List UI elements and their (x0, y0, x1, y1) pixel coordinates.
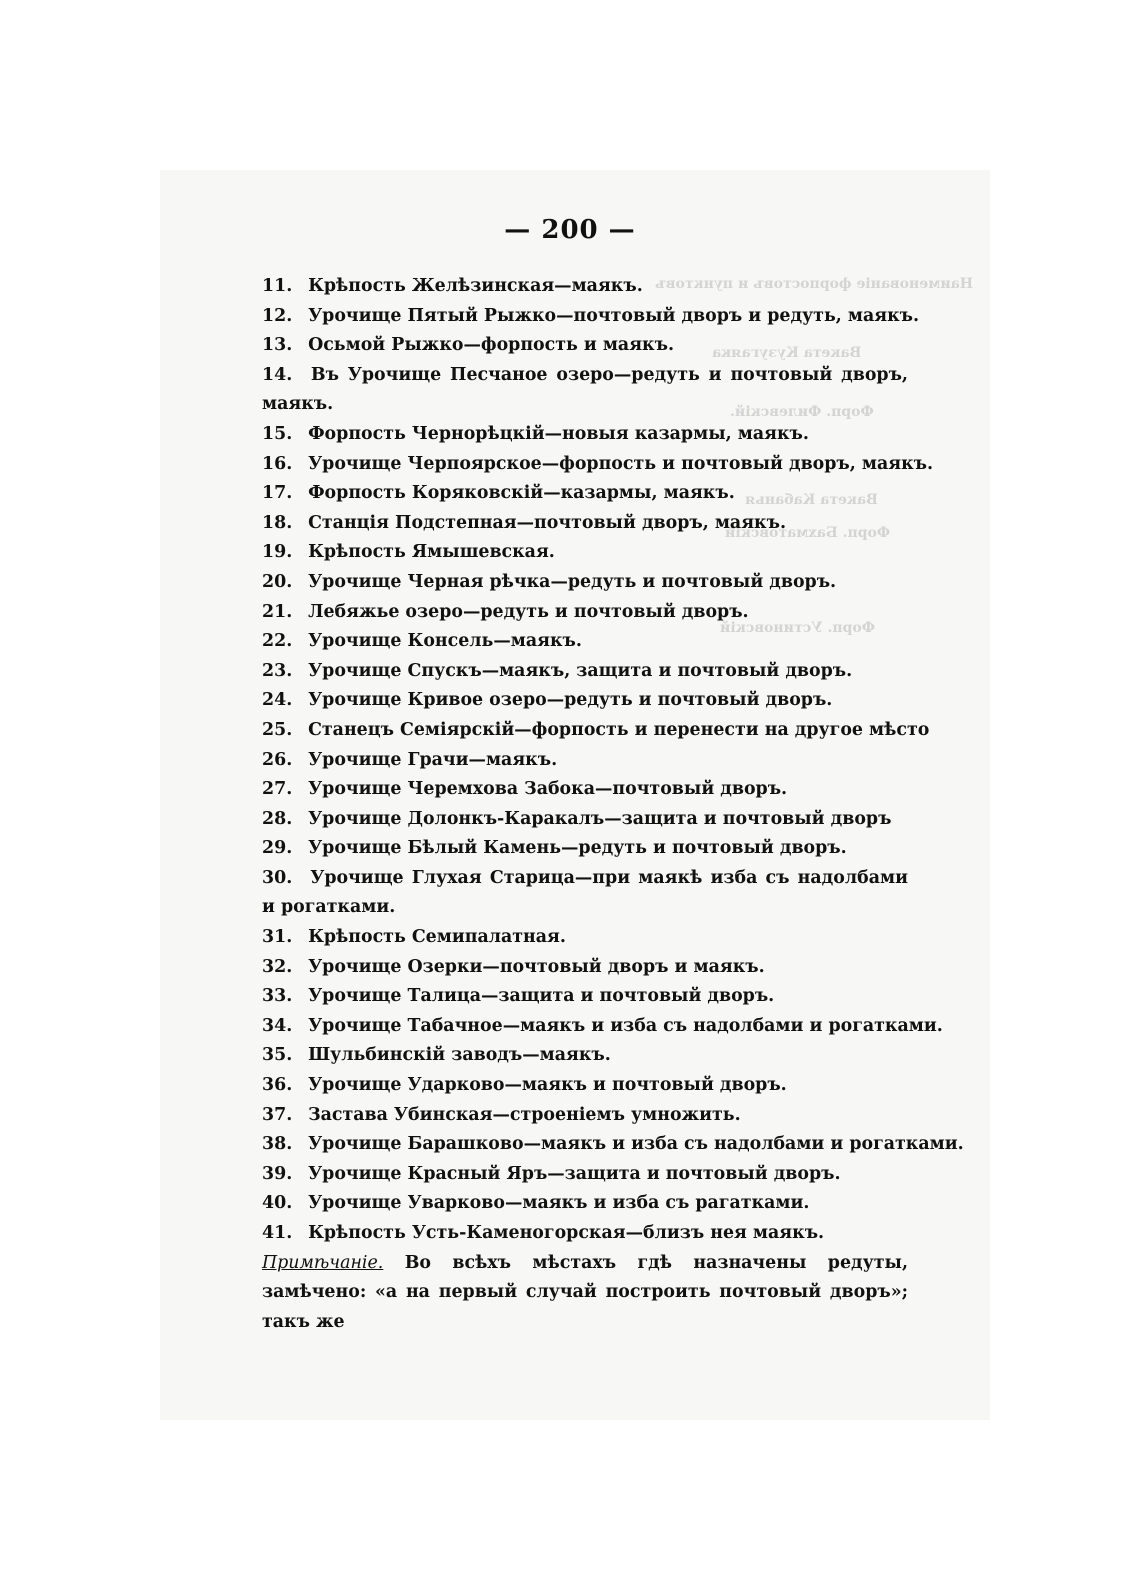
bleed-through-text: Наименованіе форпостовъ и пунктовъ (655, 276, 974, 292)
entry-number: 36. (262, 1075, 293, 1096)
entry-number: 35. (262, 1045, 293, 1066)
list-item (224, 361, 908, 420)
entry-text: Осьмой Рыжко—форпость и маякъ. (308, 335, 675, 356)
list-item (224, 982, 908, 1012)
entry-number: 14. (262, 364, 293, 385)
page-number: — 200 — (504, 215, 636, 245)
entry-number: 30. (262, 867, 293, 888)
entry-number: 34. (262, 1015, 293, 1036)
entry-text: Урочище Озерки—почтовый дворъ и маякъ. (308, 956, 765, 977)
bleed-through-text: Форп. Устиновскій (720, 620, 875, 636)
footnote-label: Примѣчаніе. (262, 1252, 384, 1273)
entry-text: Урочище Глухая Старица—при маякѣ изба съ надолбами и рогатками. (262, 867, 908, 918)
entry-text: Урочище Черпоярское—форпость и почтовый дворъ, маякъ. (308, 453, 934, 474)
entry-text: Урочище Консель—маякъ. (308, 631, 582, 652)
entry-number: 19. (262, 542, 293, 563)
entry-text: Урочище Кривое озеро—редуть и почтовый дворъ. (308, 690, 833, 711)
list-item (224, 716, 930, 746)
entry-text: Застава Убинская—строеніемъ умножить. (308, 1104, 741, 1125)
list-item (224, 450, 934, 480)
list-item (224, 1041, 908, 1071)
entry-number: 31. (262, 927, 293, 948)
entry-text: Урочище Табачное—маякъ и изба съ надолбами и рогатками. (308, 1015, 943, 1036)
entry-number: 27. (262, 779, 293, 800)
bleed-through-text: Форп. Филевскій. (730, 404, 874, 420)
bleed-through-text: Вакета Кузугаяка (712, 345, 862, 361)
list-item (224, 1101, 908, 1131)
entry-text: Урочище Красный Яръ—защита и почтовый дворъ. (308, 1163, 841, 1184)
entry-number: 18. (262, 512, 293, 533)
entry-text: Урочище Уварково—маякъ и изба съ рагатками. (308, 1193, 810, 1214)
list-item (224, 775, 908, 805)
list-item (224, 420, 908, 450)
list-item (224, 1130, 964, 1160)
entry-number: 32. (262, 956, 293, 977)
list-item (224, 834, 908, 864)
entry-number: 21. (262, 601, 293, 622)
footnote-text: Во всѣхъ мѣстахъ гдѣ назначены редуты, замѣчено: «а на первый случай построить почтовый дворъ»; такъ же (262, 1252, 908, 1332)
entry-text: Въ Урочище Песчаное озеро—редуть и почтовый дворъ, маякъ. (262, 364, 908, 415)
list-item (224, 627, 908, 657)
entry-text: Станція Подстепная—почтовый дворъ, маякъ. (308, 512, 786, 533)
bleed-through-text: Форп. Бахматовскій (725, 525, 891, 541)
list-item (224, 568, 908, 598)
entry-text: Урочище Черная рѣчка—редуть и почтовый дворъ. (308, 571, 837, 592)
entry-number: 26. (262, 749, 293, 770)
entry-text: Урочище Черемхова Забока—почтовый дворъ. (308, 779, 788, 800)
entry-text: Урочище Грачи—маякъ. (308, 749, 558, 770)
list-item (224, 1012, 943, 1042)
entry-number: 11. (262, 276, 293, 296)
list-item (224, 923, 908, 953)
entry-text: Крѣпость Желѣзинская—маякъ. (308, 276, 643, 296)
entry-text: Урочище Ударково—маякъ и почтовый дворъ. (308, 1075, 787, 1096)
entry-text: Урочище Барашково—маякъ и изба съ надолбами и рогатками. (308, 1134, 964, 1155)
entry-text: Урочище Талица—защита и почтовый дворъ. (308, 986, 775, 1007)
entry-text: Крѣпость Семипалатная. (308, 927, 566, 948)
entries-list (224, 272, 964, 1337)
entry-number: 39. (262, 1163, 293, 1184)
entry-text: Станецъ Семіярскій—форпость и перенести на другое мѣсто (308, 719, 930, 740)
footnote (224, 1249, 908, 1338)
entry-number: 25. (262, 719, 293, 740)
list-item (224, 1071, 908, 1101)
entry-number: 33. (262, 986, 293, 1007)
entry-number: 29. (262, 838, 293, 859)
list-item (224, 272, 908, 302)
entry-text: Лебяжье озеро—редуть и почтовый дворъ. (308, 601, 749, 622)
list-item (224, 746, 908, 776)
list-item (224, 302, 920, 332)
entry-number: 28. (262, 808, 293, 829)
list-item (224, 1219, 908, 1249)
list-item (224, 331, 908, 361)
list-item (224, 598, 908, 628)
entry-number: 38. (262, 1134, 293, 1155)
list-item (224, 657, 908, 687)
bleed-through-text: Вакета Кабанья (745, 492, 878, 508)
entry-number: 22. (262, 631, 293, 652)
entry-number: 24. (262, 690, 293, 711)
entry-number: 40. (262, 1193, 293, 1214)
entry-text: Урочище Пятый Рыжко—почтовый дворъ и редуть, маякъ. (308, 305, 920, 326)
entry-text: Урочище Бѣлый Камень—редуть и почтовый дворъ. (308, 838, 847, 859)
entry-number: 13. (262, 335, 293, 356)
entry-number: 20. (262, 571, 293, 592)
list-item (224, 1160, 908, 1190)
entry-text: Форпость Чернорѣцкій—новыя казармы, маякъ. (308, 423, 809, 444)
list-item (224, 1189, 908, 1219)
entry-text: Крѣпость Ямышевская. (308, 542, 555, 563)
list-item (224, 509, 908, 539)
entry-text: Форпость Коряковскій—казармы, маякъ. (308, 483, 735, 504)
entry-number: 15. (262, 423, 293, 444)
entry-text: Урочище Долонкъ-Каракалъ—защита и почтовый дворъ (308, 808, 892, 829)
entry-number: 16. (262, 453, 293, 474)
entry-text: Шульбинскій заводъ—маякъ. (308, 1045, 611, 1066)
list-item (224, 864, 908, 923)
entry-number: 23. (262, 660, 293, 681)
list-item (224, 953, 908, 983)
list-item (224, 686, 908, 716)
entry-number: 12. (262, 305, 293, 326)
list-item (224, 805, 908, 835)
entry-number: 17. (262, 483, 293, 504)
entry-text: Урочище Спускъ—маякъ, защита и почтовый дворъ. (308, 660, 853, 681)
list-item (224, 479, 908, 509)
list-item (224, 538, 908, 568)
entry-text: Крѣпость Усть-Каменогорская—близъ нея маякъ. (308, 1223, 825, 1243)
entry-number: 41. (262, 1223, 293, 1243)
entry-number: 37. (262, 1104, 293, 1125)
